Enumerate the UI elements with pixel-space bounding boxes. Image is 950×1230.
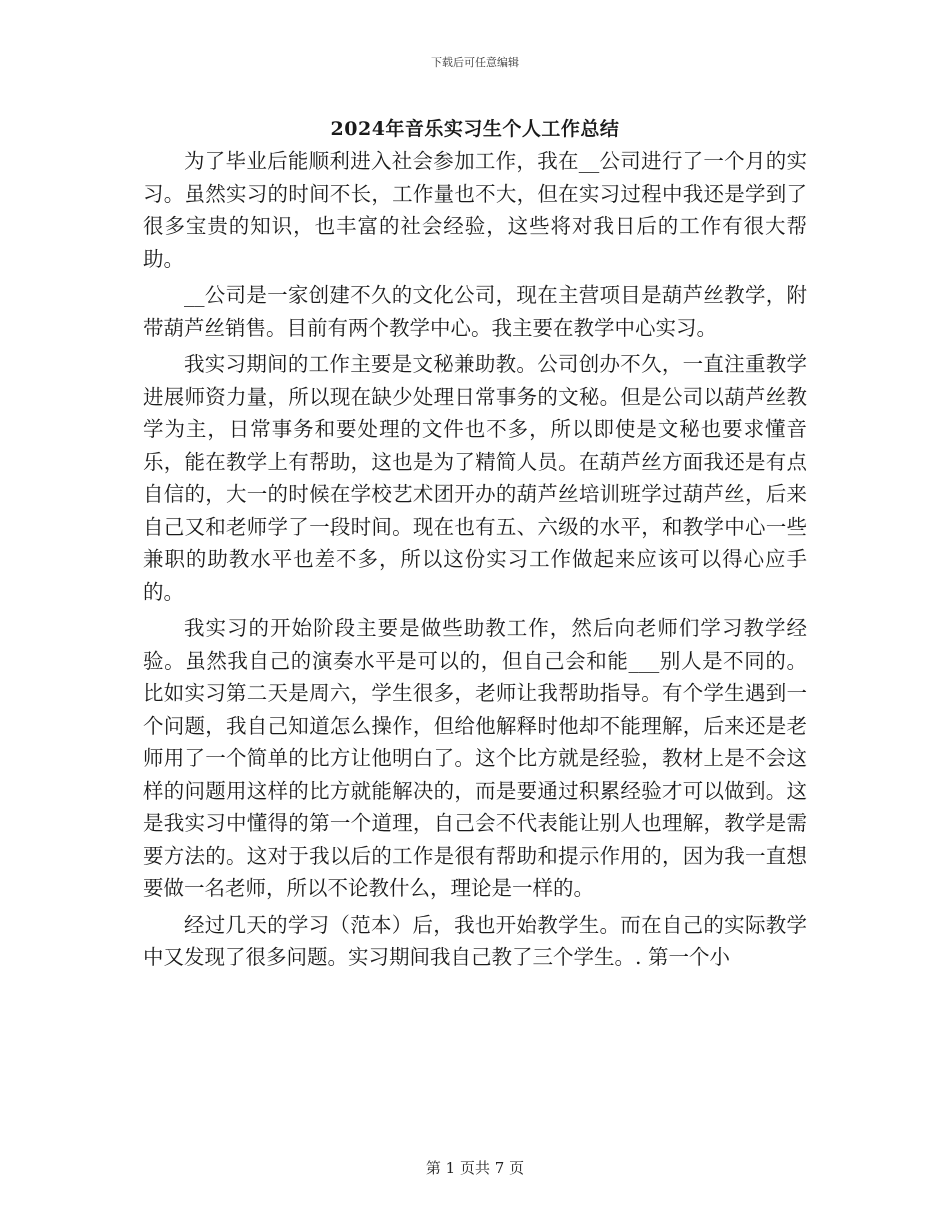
paragraph-4: 我实习的开始阶段主要是做些助教工作，然后向老师们学习教学经验。虽然我自己的演奏水平是可以的，但自己会和能___别人是不同的。比如实习第二天是周六，学生很多，老师让我帮助指导。有个学生遇到一个问题，我自己知道怎么操作，但给他解释时他却不能理解，后来还是老师用了一个简单的比方让他明白了。这个比方就是经验，教材上是不会这样的问题用这样的比方就能解决的，而是要通过积累经验才可以做到。这是我实习中懂得的第一个道理，自己会不代表能让别人也理解，教学是需要方法的。这对于我以后的工作是很有帮助和提示作用的，因为我一直想要做一名老师，所以不论教什么，理论是一样的。 xyxy=(143,616,807,900)
paragraph-1: 为了毕业后能顺利进入社会参加工作，我在__公司进行了一个月的实习。虽然实习的时间不长，工作量也不大，但在实习过程中我还是学到了很多宝贵的知识，也丰富的社会经验，这些将对我日后的工作有很大帮助。 xyxy=(143,149,807,271)
page-header-note: 下载后可任意编辑 xyxy=(431,56,519,69)
document-title: 2024年音乐实习生个人工作总结 xyxy=(330,118,620,140)
paragraph-2: __公司是一家创建不久的文化公司，现在主营项目是葫芦丝教学，附带葫芦丝销售。目前有两个教学中心。我主要在教学中心实习。 xyxy=(143,283,807,340)
document-body xyxy=(143,145,807,978)
paragraph-3: 我实习期间的工作主要是文秘兼助教。公司创办不久，一直注重教学进展师资力量，所以现在缺少处理日常事务的文秘。但是公司以葫芦丝教学为主，日常事务和要处理的文件也不多，所以即使是文秘也要求懂音乐，能在教学上有帮助，这也是为了精简人员。在葫芦丝方面我还是有点自信的，大一的时候在学校艺术团开办的葫芦丝培训班学过葫芦丝，后来自己又和老师学了一段时间。现在也有五、六级的水平，和教学中心一些兼职的助教水平也差不多，所以这份实习工作做起来应该可以得心应手的。 xyxy=(143,352,807,604)
page-number-footer: 第 1 页共 7 页 xyxy=(425,1159,525,1177)
paragraph-5: 经过几天的学习（范本）后，我也开始教学生。而在自己的实际教学中又发现了很多问题。实习期间我自己教了三个学生。. 第一个小 xyxy=(143,912,807,969)
